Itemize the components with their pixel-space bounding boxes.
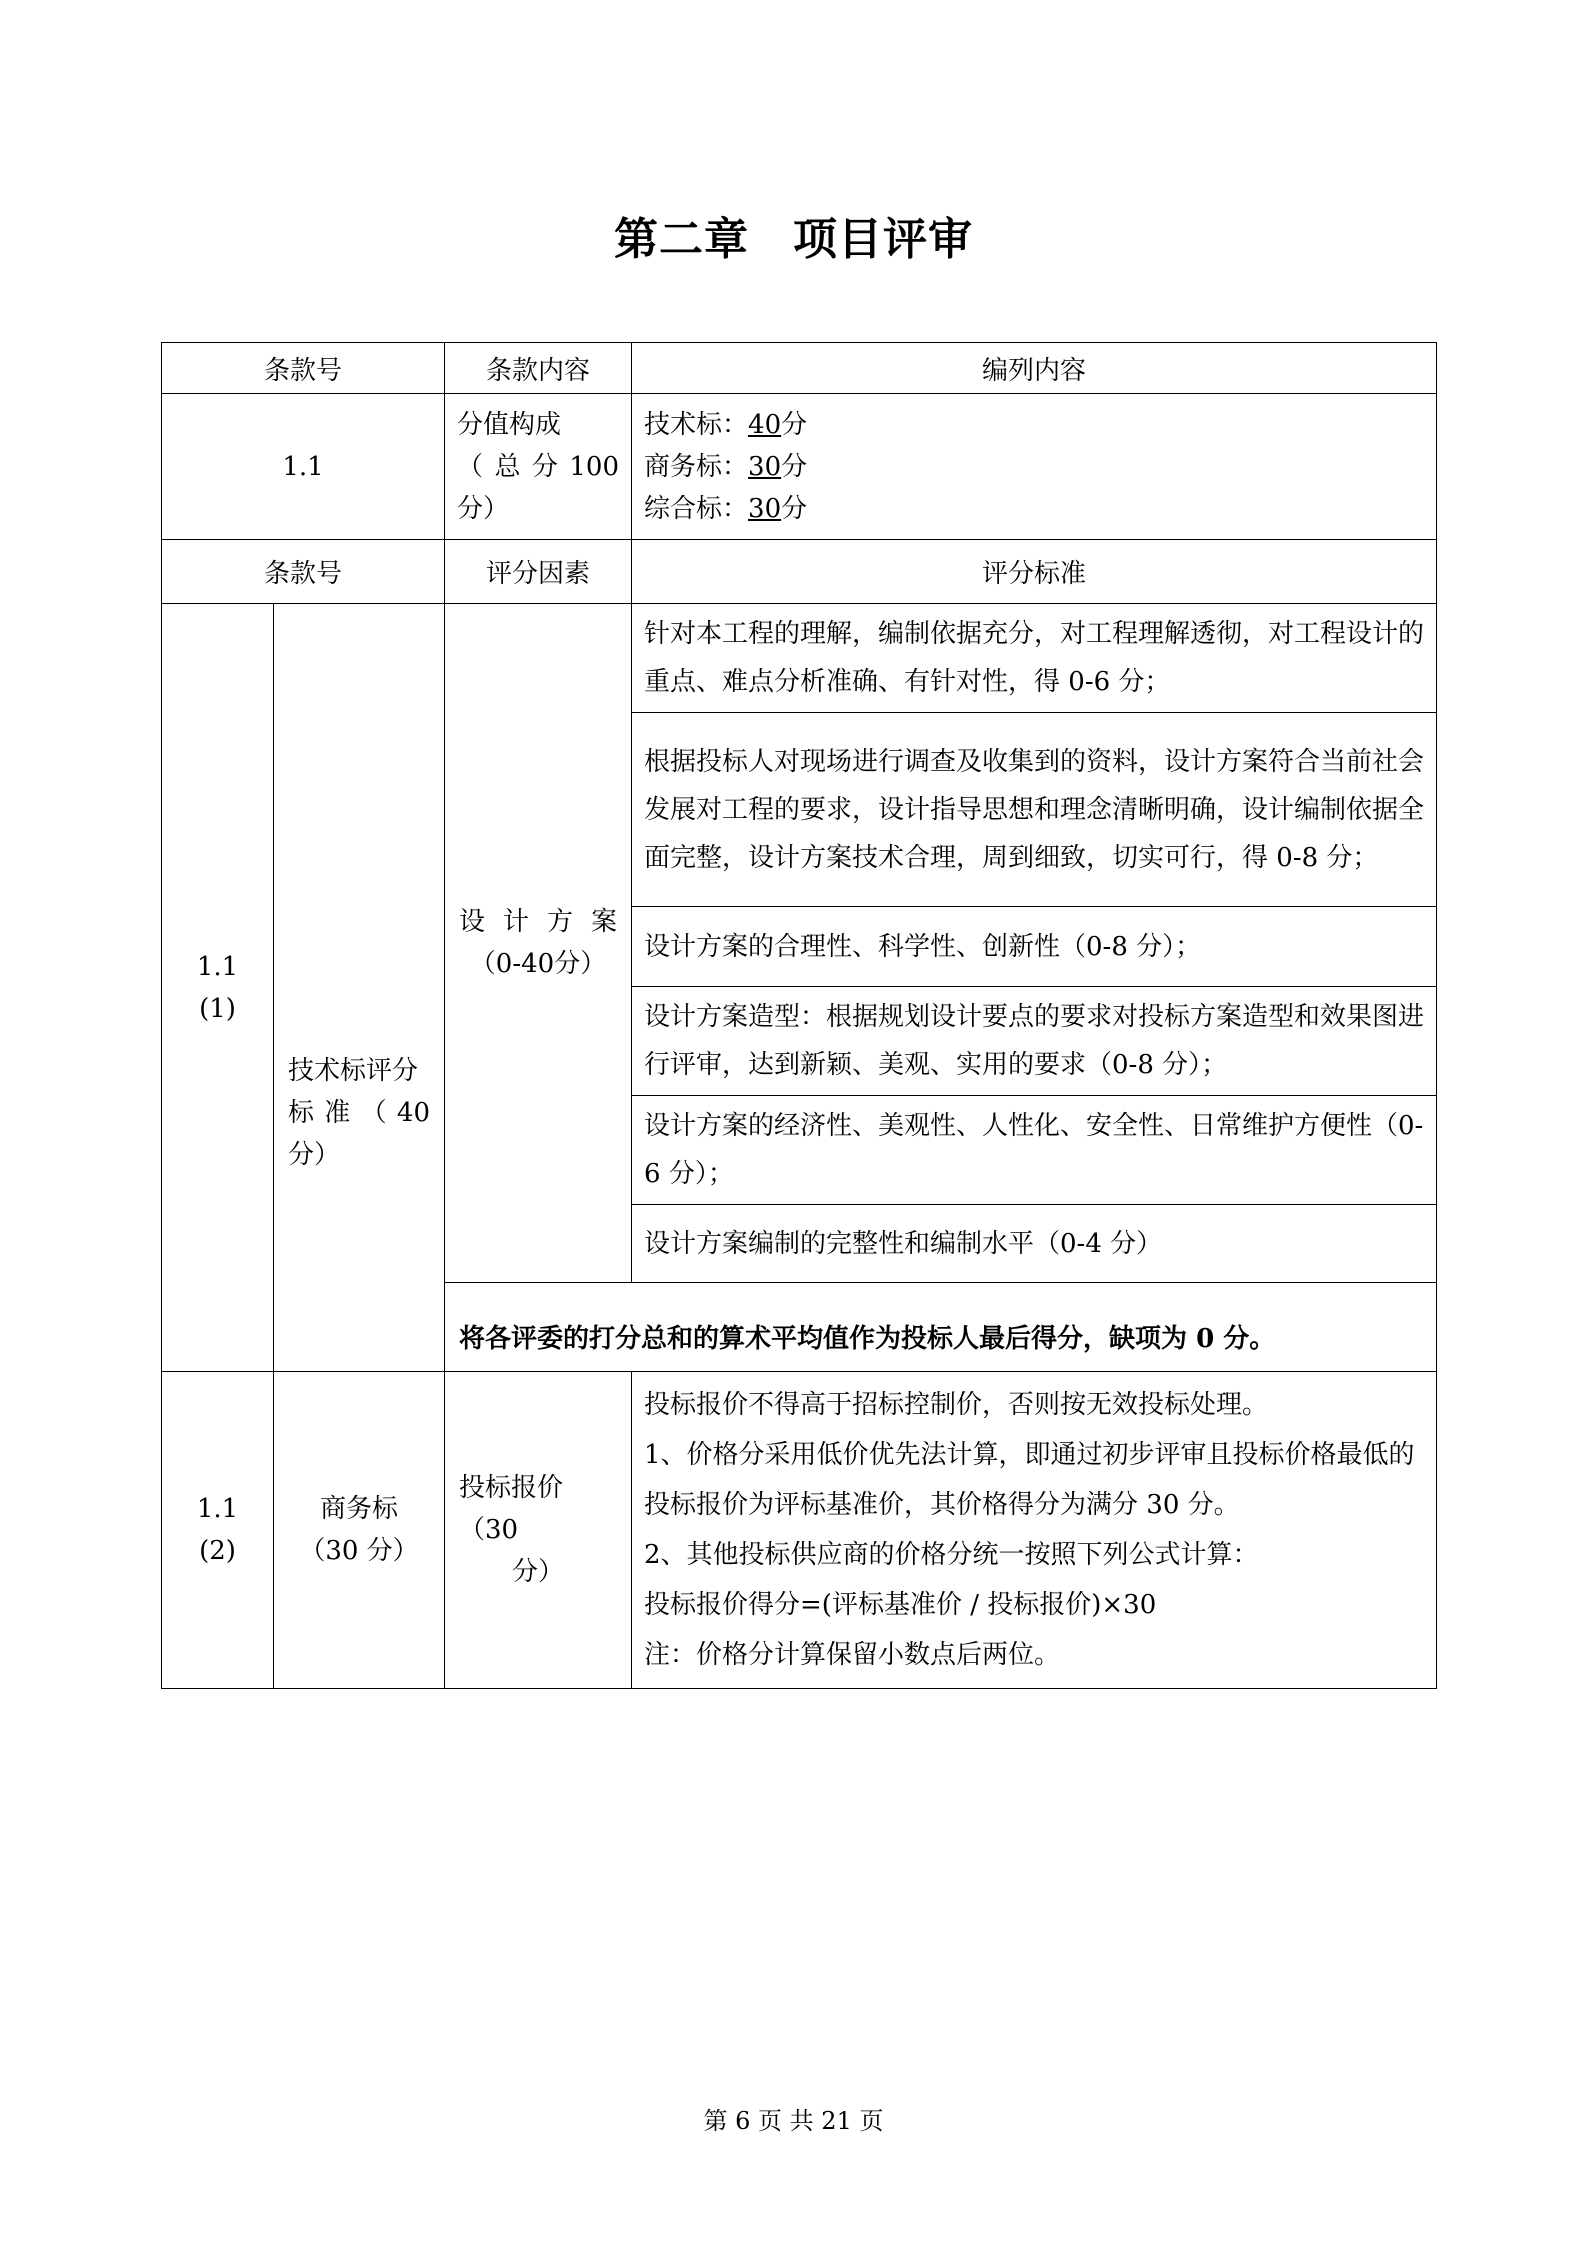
tech-category: 技术标评分 标准（40 分） — [274, 604, 445, 1372]
header-clause-content: 条款内容 — [445, 343, 632, 394]
header-listing-content: 编列内容 — [632, 343, 1437, 394]
header-row-2 — [162, 540, 1437, 604]
header-clause-no: 条款号 — [162, 343, 445, 394]
tech-factor: 设计方案 （0-40分） — [445, 604, 632, 1283]
business-row — [162, 1372, 1437, 1689]
tech-criterion-4: 设计方案造型：根据规划设计要点的要求对投标方案造型和效果图进行评审，达到新颖、美观、实用的要求（0-8 分）； — [632, 987, 1437, 1096]
header2-clause-no: 条款号 — [162, 540, 445, 604]
score-clause-no: 1.1 — [162, 394, 445, 540]
page-footer: 第 6 页 共 21 页 — [703, 2107, 884, 2135]
business-category: 商务标 （30 分） — [274, 1372, 445, 1689]
score-item-comprehensive: 综合标：30分 — [644, 493, 808, 524]
tech-criterion-row — [162, 604, 1437, 713]
tech-criterion-6: 设计方案编制的完整性和编制水平（0-4 分） — [632, 1205, 1437, 1283]
business-clause-no: 1.1 (2) — [162, 1372, 274, 1689]
page-title: 第二章 项目评审 — [614, 214, 973, 265]
tech-summary: 将各评委的打分总和的算术平均值作为投标人最后得分，缺项为 0 分。 — [445, 1283, 1437, 1372]
score-item-technical: 技术标：40分 — [644, 409, 808, 440]
business-line: 1、价格分采用低价优先法计算，即通过初步评审且投标价格最低的投标报价为评标基准价，其价格得分为满分 30 分。 — [644, 1440, 1415, 1520]
tech-criterion-2: 根据投标人对现场进行调查及收集到的资料，设计方案符合当前社会发展对工程的要求，设计指导思想和理念清晰明确，设计编制依据全面完整，设计方案技术合理，周到细致，切实可行，得 0-8 分； — [632, 713, 1437, 907]
score-composition-label — [445, 394, 632, 540]
business-note: 注：价格分计算保留小数点后两位。 — [644, 1640, 1061, 1670]
tech-criterion-1: 针对本工程的理解，编制依据充分，对工程理解透彻，对工程设计的重点、难点分析准确、有针对性，得 0-6 分； — [632, 604, 1437, 713]
header2-scoring-factor: 评分因素 — [445, 540, 632, 604]
business-formula: 投标报价得分=(评标基准价 / 投标报价)×30 — [644, 1590, 1157, 1620]
score-composition-row — [162, 394, 1437, 540]
score-content-line: 分值构成 — [457, 409, 562, 440]
evaluation-table — [161, 342, 1437, 1689]
tech-criterion-3: 设计方案的合理性、科学性、创新性（0-8 分）； — [632, 907, 1437, 987]
tech-criterion-5: 设计方案的经济性、美观性、人性化、安全性、日常维护方便性（0-6 分）； — [632, 1096, 1437, 1205]
business-line: 2、其他投标供应商的价格分统一按照下列公式计算： — [644, 1540, 1259, 1570]
header-row-1 — [162, 343, 1437, 394]
header2-scoring-standard: 评分标准 — [632, 540, 1437, 604]
score-composition-values — [632, 394, 1437, 540]
business-factor: 投标报价（30 分） — [445, 1372, 632, 1689]
business-criteria — [632, 1372, 1437, 1689]
score-item-business: 商务标：30分 — [644, 451, 808, 482]
score-content-line: （总分100 — [457, 451, 620, 482]
tech-clause-no: 1.1 (1) — [162, 604, 274, 1372]
score-content-line: 分） — [457, 493, 510, 524]
business-line: 投标报价不得高于招标控制价，否则按无效投标处理。 — [644, 1390, 1269, 1420]
